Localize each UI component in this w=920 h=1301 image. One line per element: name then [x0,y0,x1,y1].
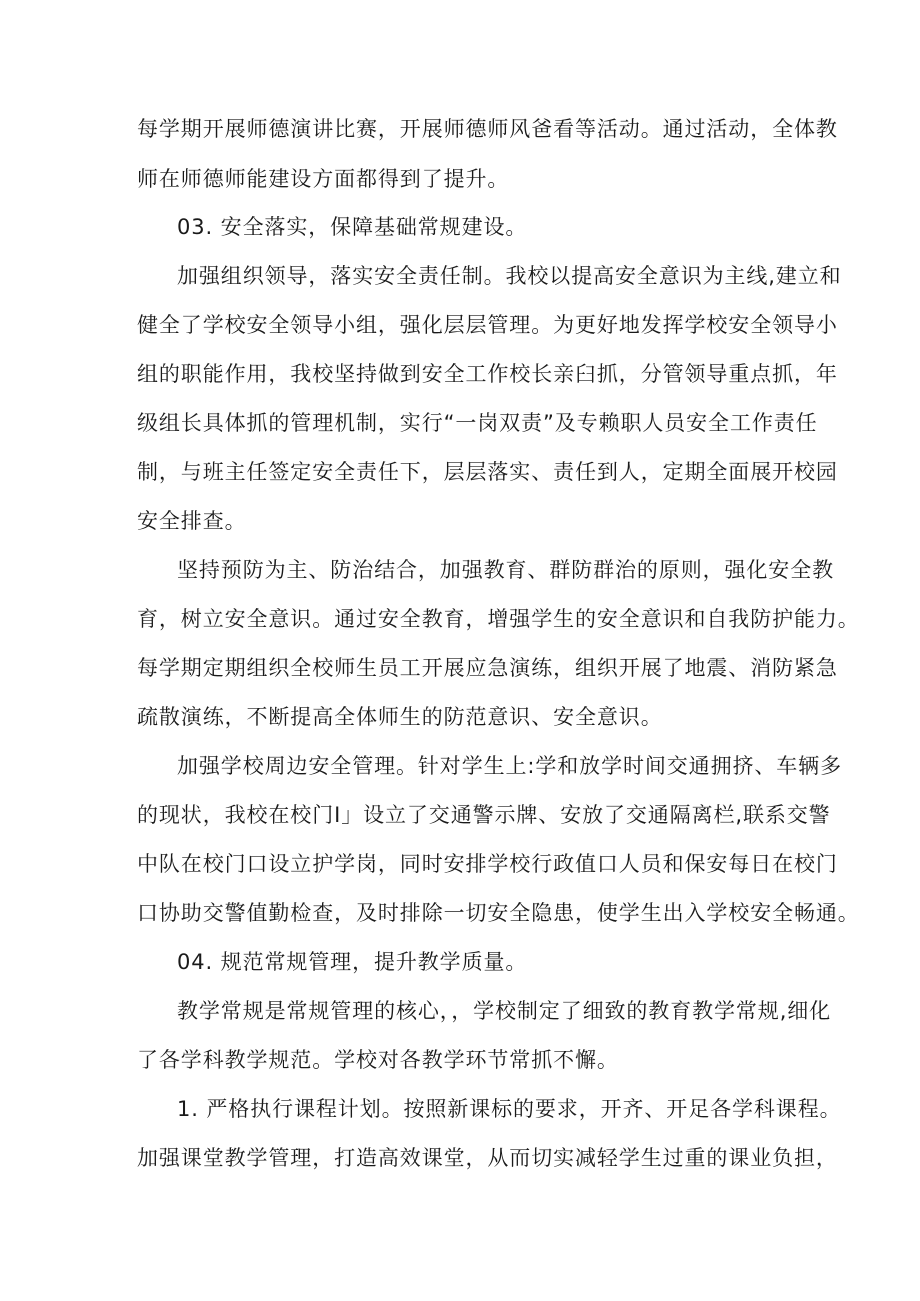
text-line: 疏散演练，不断提高全体师生的防范意识、安全意识。 [137,705,663,729]
text-line: 口协助交警值勤检查，及时排除一切安全隐患，使学生出入学校安全畅通。 [137,901,860,925]
section-heading-03: 03. 安全落实，保障基础常规建设。 [177,215,528,239]
text-line: 育，树立安全意识。通过安全教育，增强学生的安全意识和自我防护能力。 [137,607,860,631]
section-heading-04: 04. 规范常规管理，提升教学质量。 [177,950,528,974]
text-line: 了各学科教学规范。学校对各教学环节常抓不懈。 [137,1048,619,1072]
text-line: 加强课堂教学管理，打造高效课堂，从而切实减轻学生过重的课业负担， [137,1146,838,1170]
text-line: 组的职能作用，我校坚持做到安全工作校长亲臼抓，分管领导重点抓，年 [137,362,838,386]
text-line: 的现状，我校在校门I」设立了交通警示牌、安放了交通隔离栏,联系交警 [137,803,831,827]
text-line: 每学期开展师德演讲比赛，开展师德师风爸看等活动。通过活动，全体教 [137,117,838,141]
text-line: 加强学校周边安全管理。针对学生上:学和放学时间交通拥挤、车辆多 [177,754,842,778]
text-line: 安全排查。 [137,509,247,533]
text-line: 健全了学校安全领导小组，强化层层管理。为更好地发挥学校安全领导小 [137,313,838,337]
text-line: 师在师德师能建设方面都得到了提升。 [137,167,510,191]
text-line: 教学常规是常规管理的核心，，学校制定了细致的教育教学常规,细化 [177,999,832,1023]
numbered-item-1: 1. 严格执行课程计划。按照新课标的要求，开齐、开足各学科课程。 [177,1097,842,1121]
text-line: 每学期定期组织全校师生员工开展应急演练，组织开展了地震、消防紧急 [137,656,838,680]
text-line: 坚持预防为主、防治结合，加强教育、群防群治的原则，强化安全教 [177,558,834,582]
text-line: 加强组织领导，落实安全责任制。我校以提高安全意识为主线,建立和 [177,264,842,288]
text-line: 制，与班主任签定安全责任下，层层落实、责任到人，定期全面展开校园 [137,460,838,484]
text-line: 中队在校门口设立护学岗，同时安排学校行政值口人员和保安每日在校门 [137,852,838,876]
text-line: 级组长具体抓的管理机制，实行“一岗双责”及专赖职人员安全工作责任 [137,411,818,435]
